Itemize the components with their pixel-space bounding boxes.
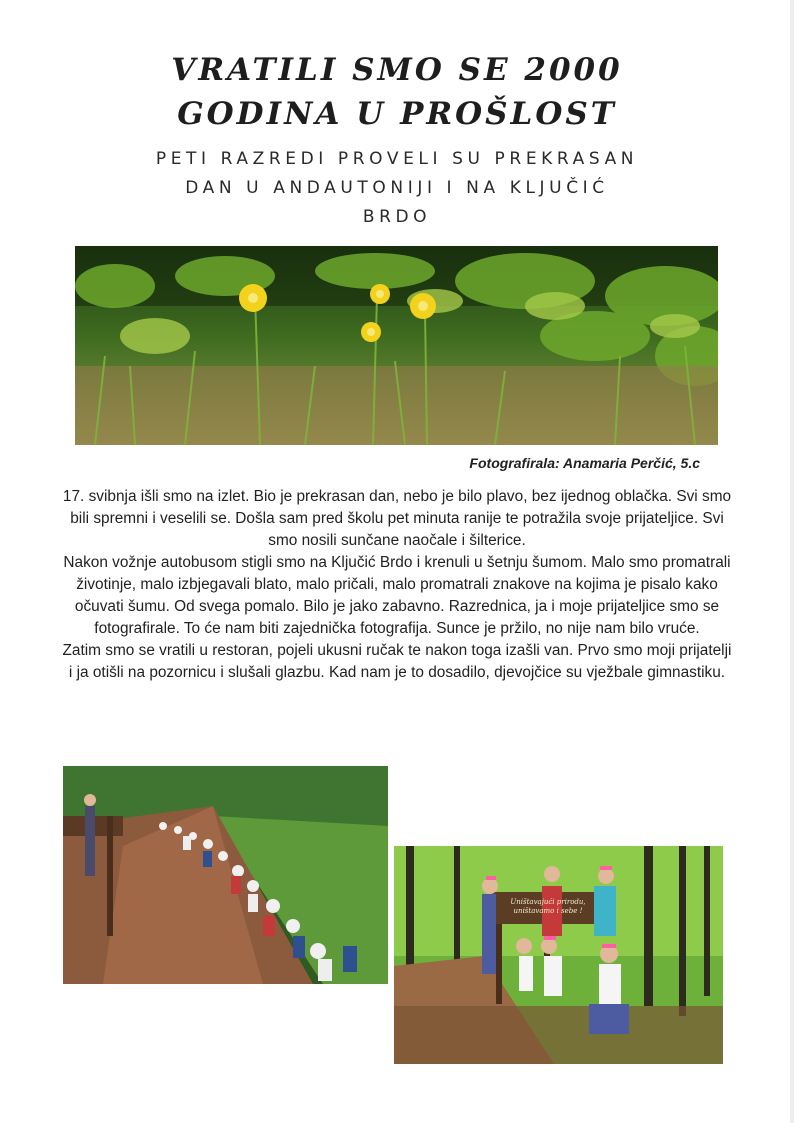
group-path-photo: [63, 766, 388, 984]
subtitle-line-3: BRDO: [362, 207, 432, 227]
article-paragraph-2: Nakon vožnje autobusom stigli smo na Ključić Brdo i krenuli u šetnju šumom. Malo smo promatrali životinje, malo izbjegavali blato, malo pričali, malo promatrali znakove na kojima je pisalo kako očuvati šumu. Od svega pomalo. Bilo je jako zabavno. Razrednica, ja i moje prijateljice smo se fotografirale. To će nam biti zajednička fotografija. Sunce je pržilo, no nije nam bilo vruće.: [63, 554, 731, 637]
sign-line-1: Uništavajući prirodu,: [510, 898, 586, 906]
girls-sign-photo-image: [394, 846, 723, 1064]
article-paragraph-1: 17. svibnja išli smo na izlet. Bio je prekrasan dan, nebo je bilo plavo, bez ijednog oblačka. Svi smo bili spremni i veselili se. Došla sam pred školu pet minuta ranije te potražila svoje prijateljice. Svi smo nosili sunčane naočale i šilterice.: [62, 488, 732, 549]
article-paragraph-3: Zatim smo se vratili u restoran, pojeli ukusni ručak te nakon toga izašli van. Prvo smo moji prijatelji i ja otišli na pozornicu i slušali glazbu. Kad nam je to dosadilo, djevojčice su vježbale gimnastiku.: [62, 642, 732, 681]
girls-sign-photo: [394, 846, 723, 1064]
sign-line-2: uništavamo i sebe !: [513, 907, 583, 915]
subtitle-line-2: DAN U ANDAUTONIJI I NA KLJUČIĆ: [185, 178, 609, 198]
title-line-2: GODINA U PROŠLOST: [177, 96, 617, 132]
flowers-photo-image: [75, 246, 718, 445]
page-edge: [790, 0, 794, 1123]
forest-sign: [489, 892, 607, 924]
title-line-1: VRATILI SMO SE 2000: [171, 52, 623, 88]
group-path-photo-image: [63, 766, 388, 984]
page-title: [0, 48, 794, 136]
article-body: [62, 486, 732, 684]
photo-caption: Fotografirala: Anamaria Perčić, 5.c: [469, 455, 700, 471]
flowers-photo: [75, 246, 718, 445]
page-subtitle: [120, 145, 674, 232]
subtitle-line-1: PETI RAZREDI PROVELI SU PREKRASAN: [155, 149, 639, 169]
